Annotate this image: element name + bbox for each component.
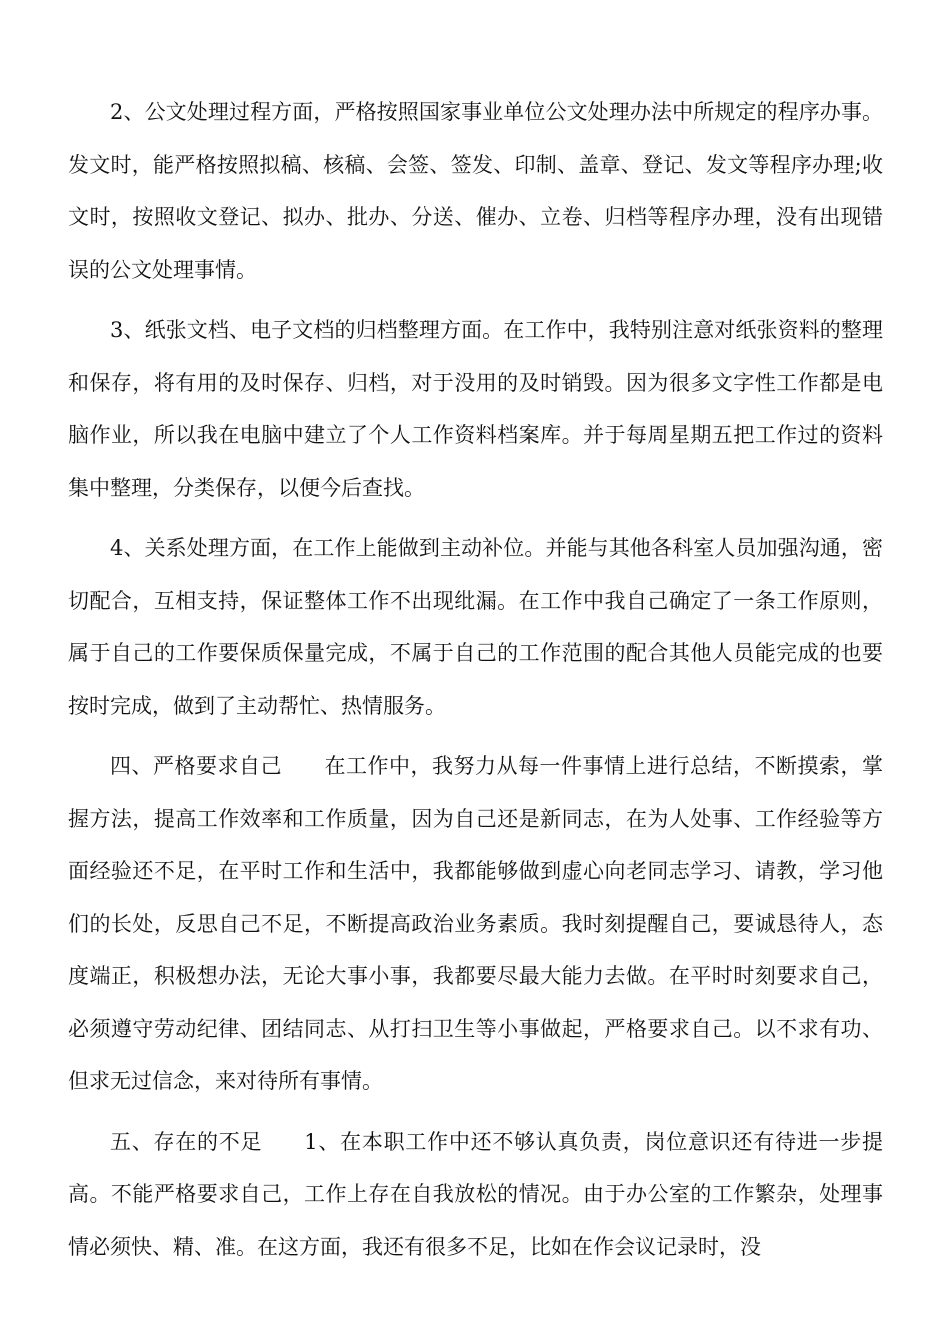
section-shortcomings: [68, 1116, 883, 1274]
document-body: [68, 86, 883, 1273]
section-strict-self-requirement: [68, 740, 883, 1108]
paragraph-text: 2、公文处理过程方面，严格按照国家事业单位公文处理办法中所规定的程序办事。发文时，能严格按照拟稿、核稿、会签、签发、印制、盖章、登记、发文等程序办理;收文时，按照收文登记、拟办、批办、分送、催办、立卷、归档等程序办理，没有出现错误的公文处理事情。: [68, 100, 883, 282]
paragraph-archive-management: [68, 304, 883, 514]
paragraph-relationship-handling: [68, 522, 883, 732]
paragraph-text: 4、关系处理方面，在工作上能做到主动补位。并能与其他各科室人员加强沟通，密切配合，互相支持，保证整体工作不出现纰漏。在工作中我自己确定了一条工作原则，属于自己的工作要保质保量完成，不属于自己的工作范围的配合其他人员能完成的也要按时完成，做到了主动帮忙、热情服务。: [68, 536, 883, 718]
paragraph-text: 1、在本职工作中还不够认真负责，岗位意识还有待进一步提高。不能严格要求自己，工作上存在自我放松的情况。由于办公室的工作繁杂，处理事情必须快、精、准。在这方面，我还有很多不足，比如在作会议记录时，没: [68, 1129, 884, 1259]
paragraph-document-processing: [68, 86, 883, 296]
section-heading: 五、存在的不足: [110, 1129, 263, 1154]
paragraph-text: 在工作中，我努力从每一件事情上进行总结，不断摸索，掌握方法，提高工作效率和工作质量，因为自己还是新同志，在为人处事、工作经验等方面经验还不足，在平时工作和生活中，我都能够做到虚心向老同志学习、请教，学习他们的长处，反思自己不足，不断提高政治业务素质。我时刻提醒自己，要诚恳待人，态度端正，积极想办法，无论大事小事，我都要尽最大能力去做。在平时时刻要求自己，必须遵守劳动纪律、团结同志、从打扫卫生等小事做起，严格要求自己。以不求有功、但求无过信念，来对待所有事情。: [68, 754, 883, 1093]
paragraph-text: 3、纸张文档、电子文档的归档整理方面。在工作中，我特别注意对纸张资料的整理和保存，将有用的及时保存、归档，对于没用的及时销毁。因为很多文字性工作都是电脑作业，所以我在电脑中建立了个人工作资料档案库。并于每周星期五把工作过的资料集中整理，分类保存，以便今后查找。: [68, 318, 883, 500]
section-heading: 四、严格要求自己: [110, 754, 282, 778]
